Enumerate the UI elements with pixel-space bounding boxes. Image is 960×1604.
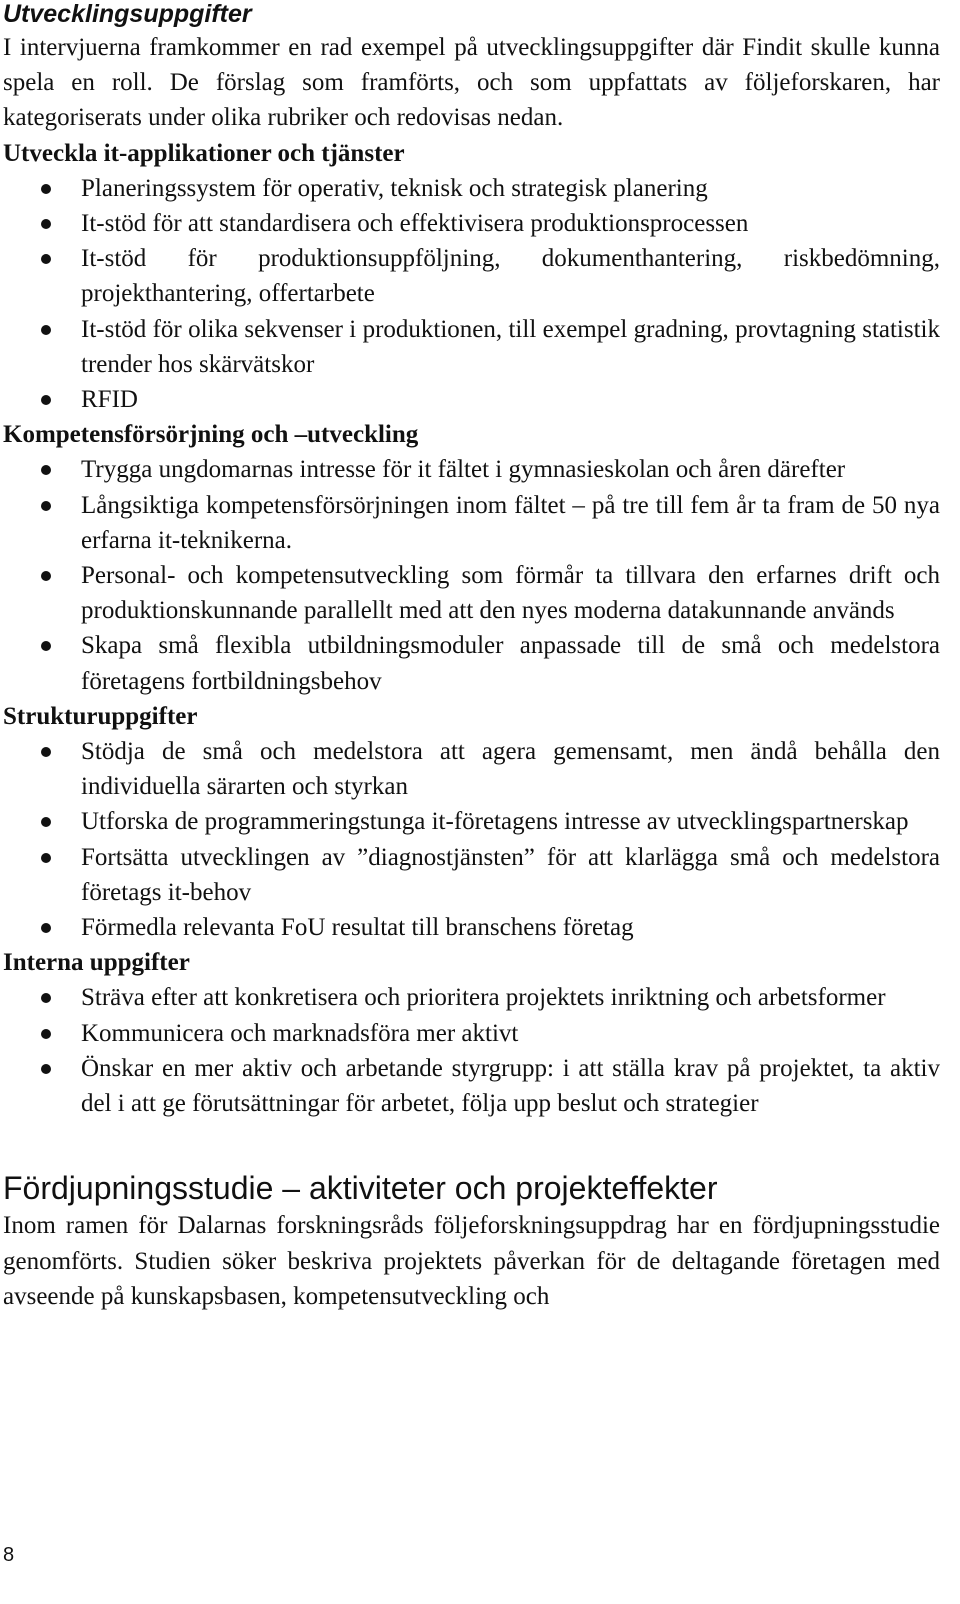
page-number: 8	[3, 1544, 15, 1566]
list-item: Fortsätta utvecklingen av ”diagnostjänsten” för att klarlägga små och medelstora företags it-behov	[3, 840, 940, 910]
bullet-icon	[41, 465, 51, 475]
bullet-icon	[41, 817, 51, 827]
list-item: Stödja de små och medelstora att agera gemensamt, men ändå behålla den individuella särarten och styrkan	[3, 734, 940, 804]
group-structure	[3, 699, 940, 945]
list-item: Planeringssystem för operativ, teknisk och strategisk planering	[3, 171, 940, 206]
bullet-icon	[41, 993, 51, 1003]
list-item: Trygga ungdomarnas intresse för it fältet i gymnasieskolan och åren därefter	[3, 452, 940, 487]
bullet-icon	[41, 501, 51, 511]
list-item: Personal- och kompetensutveckling som förmår ta tillvara den erfarnes drift och produktionskunnande parallellt med att den nyes moderna datakunnande används	[3, 558, 940, 628]
list-item: It-stöd för olika sekvenser i produktionen, till exempel gradning, provtagning statistik trender hos skärvätskor	[3, 312, 940, 382]
intro-paragraph: I intervjuerna framkommer en rad exempel på utvecklingsuppgifter där Findit skulle kunna spela en roll. De förslag som framförts, och som uppfattats av följeforskaren, har kategoriserats under olika rubriker och redovisas nedan.	[3, 34, 940, 132]
bullet-icon	[41, 1029, 51, 1039]
bullet-list	[3, 452, 940, 698]
group-internal	[3, 945, 940, 1121]
bullet-icon	[41, 325, 51, 335]
group-title: Strukturuppgifter	[3, 702, 198, 730]
section-heading-utvecklingsuppgifter: Utvecklingsuppgifter	[3, 0, 252, 28]
group-title: Utveckla it-applikationer och tjänster	[3, 139, 405, 167]
list-item: It-stöd för produktionsuppföljning, dokumenthantering, riskbedömning, projekthantering, offertarbete	[3, 241, 940, 311]
list-item: It-stöd för att standardisera och effektivisera produktionsprocessen	[3, 206, 940, 241]
bullet-icon	[41, 923, 51, 933]
bullet-icon	[41, 184, 51, 194]
bullet-icon	[41, 254, 51, 264]
bullet-icon	[41, 395, 51, 405]
group-title: Interna uppgifter	[3, 949, 190, 977]
bullet-list	[3, 171, 940, 417]
bullet-icon	[41, 1064, 51, 1074]
list-item: Förmedla relevanta FoU resultat till branschens företag	[3, 910, 940, 945]
bullet-icon	[41, 219, 51, 229]
bullet-icon	[41, 641, 51, 651]
list-item: Skapa små flexibla utbildningsmoduler anpassade till de små och medelstora företagens fortbildningsbehov	[3, 628, 940, 698]
bullet-icon	[41, 571, 51, 581]
bullet-list	[3, 734, 940, 945]
list-item: Önskar en mer aktiv och arbetande styrgrupp: i att ställa krav på projektet, ta aktiv del i att ge förutsättningar för arbetet, följa upp beslut och strategier	[3, 1051, 940, 1121]
document-page	[3, 0, 940, 1314]
bullet-list	[3, 980, 940, 1121]
list-item: Långsiktiga kompetensförsörjningen inom fältet – på tre till fem år ta fram de 50 nya erfarna it-teknikerna.	[3, 488, 940, 558]
study-paragraph: Inom ramen för Dalarnas forskningsråds följeforskningsuppdrag har en fördjupningsstudie genomförts. Studien söker beskriva projektets påverkan för de deltagande företagen med avseende på kunskapsbasen, kompetensutveckling och	[3, 1212, 940, 1310]
group-competence	[3, 417, 940, 699]
list-item: Utforska de programmeringstunga it-företagens intresse av utvecklingspartnerskap	[3, 804, 940, 839]
list-item: RFID	[3, 382, 940, 417]
group-it-applications	[3, 136, 940, 418]
bullet-icon	[41, 853, 51, 863]
list-item: Sträva efter att konkretisera och prioritera projektets inriktning och arbetsformer	[3, 980, 940, 1015]
list-item: Kommunicera och marknadsföra mer aktivt	[3, 1016, 940, 1051]
group-title: Kompetensförsörjning och –utveckling	[3, 421, 419, 449]
bullet-icon	[41, 747, 51, 757]
section-heading-fordjupningsstudie: Fördjupningsstudie – aktiviteter och projekteffekter	[3, 1170, 718, 1207]
